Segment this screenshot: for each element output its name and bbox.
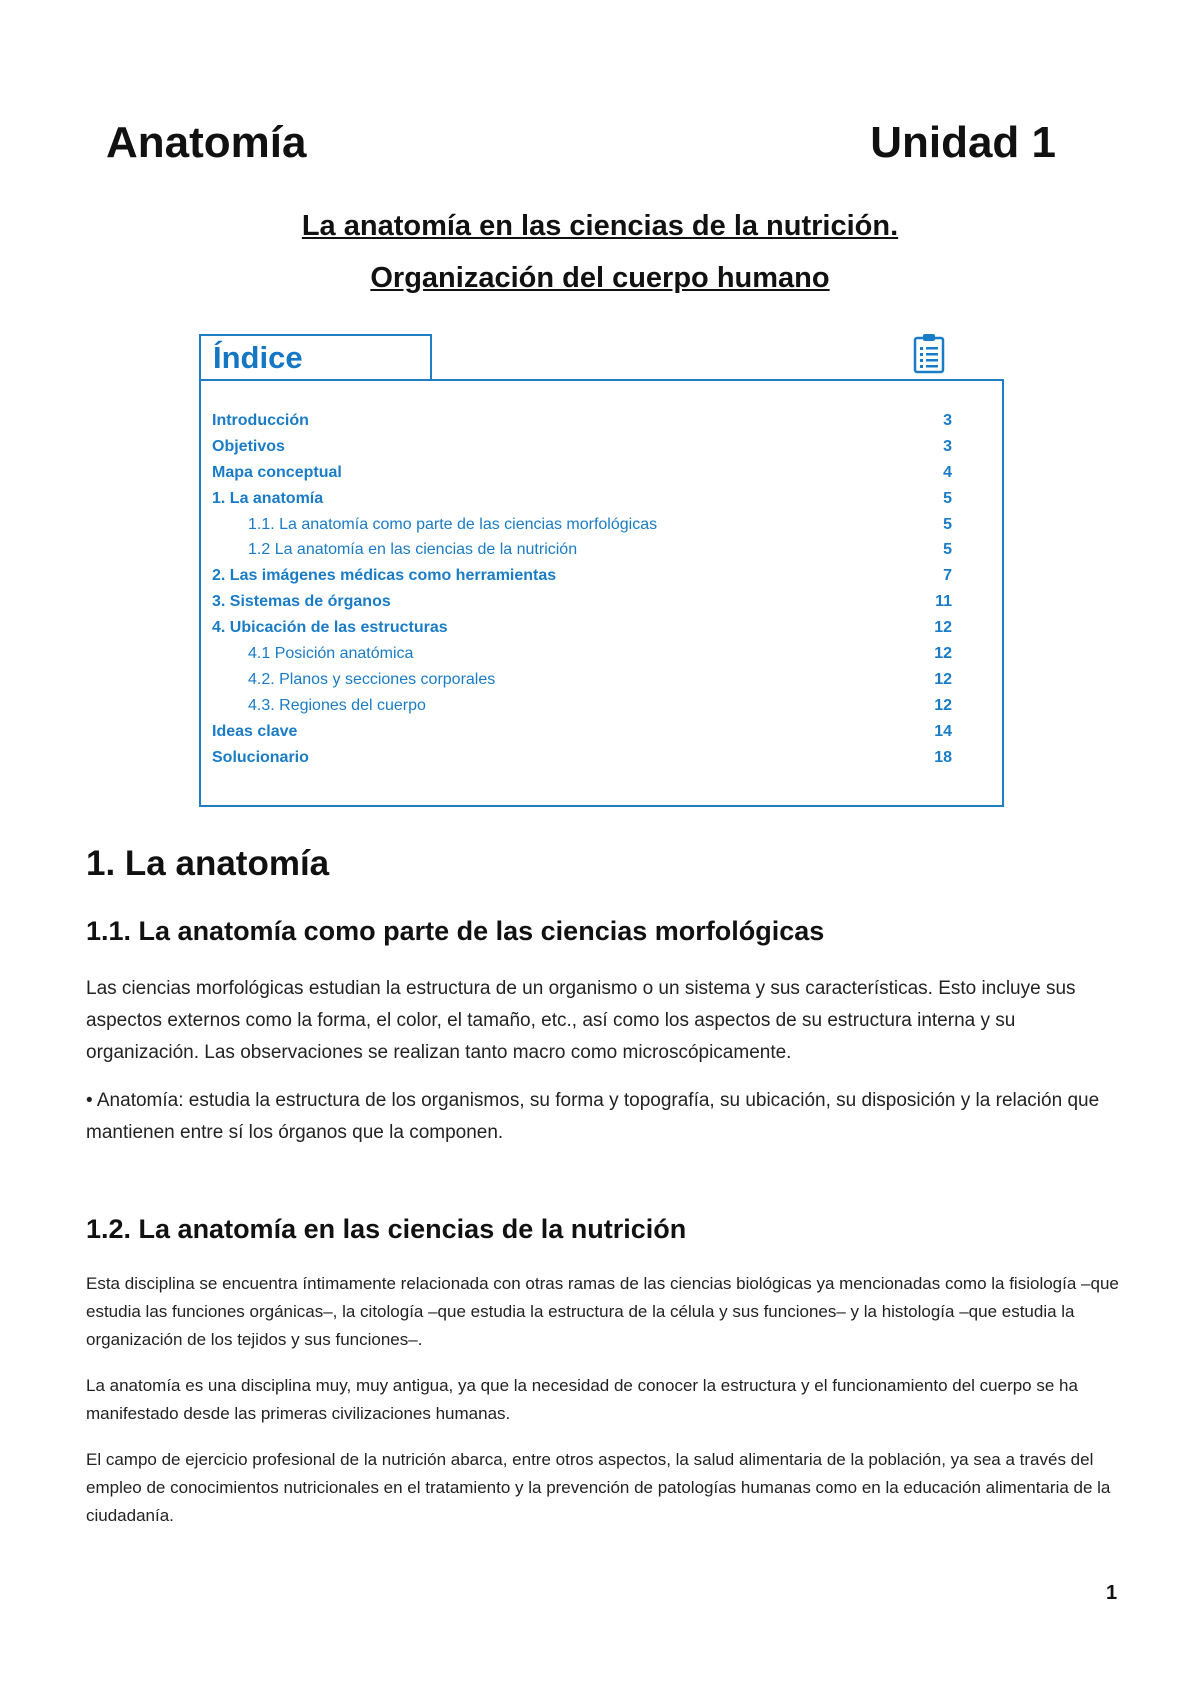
index-item-label: 4.3. Regiones del cuerpo [248, 696, 426, 714]
document-title-line2: Organización del cuerpo humano [370, 262, 830, 294]
index-item[interactable] [212, 464, 952, 490]
index-item-page: 12 [934, 696, 952, 714]
unit-title: Unidad 1 [870, 118, 1056, 167]
index-item-label: Solucionario [212, 748, 309, 766]
index-item-label: Ideas clave [212, 722, 298, 740]
index-item-label: 4.1 Posición anatómica [248, 645, 414, 663]
bullet-paragraph: • Anatomía: estudia la estructura de los organismos, su forma y topografía, su ubicación, su disposición y la relación que mantienen entre sí los órganos que la componen. [86, 1090, 1100, 1143]
index-item-page: 5 [943, 515, 952, 533]
index-title: Índice [213, 340, 303, 375]
index-item-label: 4. Ubicación de las estructuras [212, 619, 448, 637]
index-list [212, 412, 952, 774]
index-item[interactable] [212, 438, 952, 464]
index-item[interactable] [212, 490, 952, 516]
paragraph: El campo de ejercicio profesional de la nutrición abarca, entre otros aspectos, la salud alimentaria de la población, ya sea a través del empleo de conocimientos nutricionales en el tratamiento y la prevención de patologías humanas como en la educación alimentaria de la ciudadanía. [86, 1450, 1111, 1525]
index-subitem[interactable] [212, 541, 952, 567]
index-item[interactable] [212, 593, 952, 619]
index-item-page: 12 [934, 619, 952, 637]
index-item[interactable] [212, 619, 952, 645]
index-item-page: 3 [943, 412, 952, 429]
index-item-page: 18 [934, 748, 952, 766]
subsection-heading: 1.1. La anatomía como parte de las ciencias morfológicas [86, 916, 825, 946]
index-item-label: 1.1. La anatomía como parte de las ciencias morfológicas [248, 515, 658, 533]
section-heading: 1. La anatomía [86, 844, 330, 883]
clipboard-list-icon [912, 332, 946, 374]
index-item-page: 7 [943, 567, 952, 585]
index-subitem[interactable] [212, 697, 952, 723]
index-item-label: 4.2. Planos y secciones corporales [248, 670, 496, 688]
index-item[interactable] [212, 723, 952, 749]
subject-title: Anatomía [106, 118, 307, 167]
index-item-page: 5 [943, 541, 952, 559]
index-item[interactable] [212, 749, 952, 775]
index-item-page: 4 [943, 463, 952, 481]
index-item-page: 12 [934, 670, 952, 688]
index-item-label: 2. Las imágenes médicas como herramientas [212, 567, 557, 585]
index-item[interactable] [212, 412, 952, 438]
index-item-label: Introducción [212, 412, 309, 429]
index-item-page: 3 [943, 437, 952, 455]
index-item-page: 14 [934, 722, 952, 740]
paragraph: Las ciencias morfológicas estudian la estructura de un organismo o un sistema y sus características. Esto incluye sus aspectos externos como la forma, el color, el tamaño, etc., así como los aspectos de su estructura interna y su organización. Las observaciones se realizan tanto macro como microscópicamente. [86, 978, 1076, 1063]
subsection-heading: 1.2. La anatomía en las ciencias de la nutrición [86, 1214, 687, 1244]
index-tab [199, 334, 432, 380]
paragraph: Esta disciplina se encuentra íntimamente relacionada con otras ramas de las ciencias biológicas ya mencionadas como la fisiología –que estudia las funciones orgánicas–, la citología –que estudia la estructura de la célula y sus funciones– y la histología –que estudia la organización de los tejidos y sus funciones–. [86, 1274, 1119, 1349]
index-item-label: 1.2 La anatomía en las ciencias de la nutrición [248, 541, 578, 559]
index-subitem[interactable] [212, 671, 952, 697]
document-header [106, 118, 1056, 178]
index-subitem[interactable] [212, 645, 952, 671]
index-item-page: 12 [934, 645, 952, 663]
index-item-label: Mapa conceptual [212, 463, 342, 481]
index-item-label: 1. La anatomía [212, 489, 324, 507]
index-item[interactable] [212, 567, 952, 593]
paragraph: La anatomía es una disciplina muy, muy antigua, ya que la necesidad de conocer la estructura y el funcionamiento del cuerpo se ha manifestado desde las primeras civilizaciones humanas. [86, 1376, 1078, 1423]
index-item-page: 5 [943, 489, 952, 507]
index-item-label: Objetivos [212, 437, 285, 455]
document-title-line1: La anatomía en las ciencias de la nutrición. [301, 210, 899, 242]
index-item-label: 3. Sistemas de órganos [212, 593, 391, 611]
index-subitem[interactable] [212, 516, 952, 542]
index-item-page: 11 [935, 593, 952, 611]
page-number: 1 [1106, 1582, 1118, 1604]
